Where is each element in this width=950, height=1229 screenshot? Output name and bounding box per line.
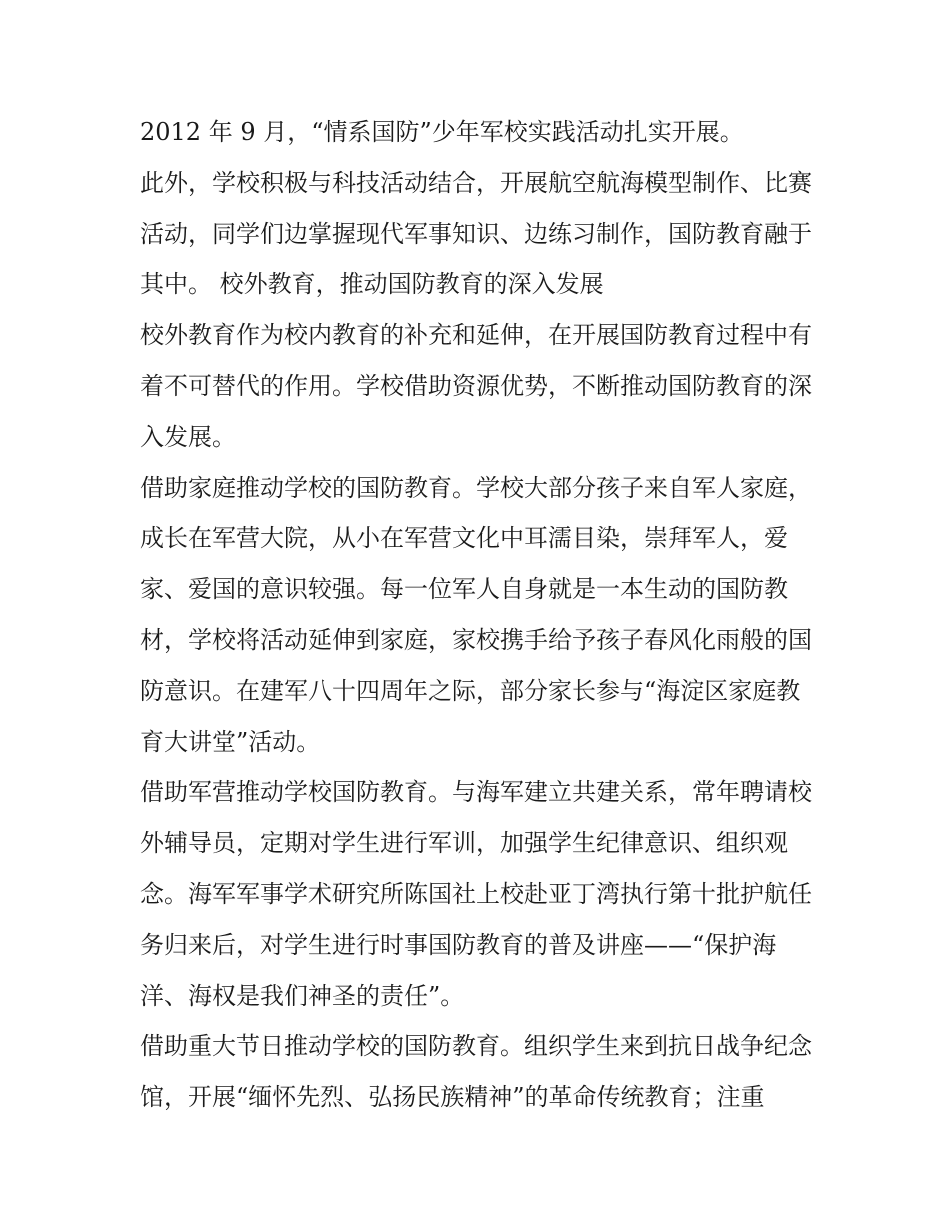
paragraph-6: 借助重大节日推动学校的国防教育。组织学生来到抗日战争纪念馆，开展“缅怀先烈、弘扬民族精神”的革命传统教育；注重	[140, 1032, 812, 1112]
document-body	[140, 107, 812, 1123]
paragraph-2: 此外，学校积极与科技活动结合，开展航空航海模型制作、比赛活动，同学们边掌握现代军事知识、边练习制作，国防教育融于其中。 校外教育，推动国防教育的深入发展	[140, 168, 812, 299]
paragraph-3: 校外教育作为校内教育的补充和延伸，在开展国防教育过程中有着不可替代的作用。学校借助资源优势，不断推动国防教育的深入发展。	[140, 321, 812, 451]
paragraph-4: 借助家庭推动学校的国防教育。学校大部分孩子来自军人家庭，成长在军营大院，从小在军营文化中耳濡目染，崇拜军人，爱家、爱国的意识较强。每一位军人自身就是一本生动的国防教材，学校将活动延伸到家庭，家校携手给予孩子春风化雨般的国防意识。在建军八十四周年之际，部分家长参与“海淀区家庭教育大讲堂”活动。	[140, 473, 812, 756]
paragraph-1: 2012 年 9 月，“情系国防”少年军校实践活动扎实开展。	[140, 118, 744, 146]
paragraph-5: 借助军营推动学校国防教育。与海军建立共建关系，常年聘请校外辅导员，定期对学生进行军训，加强学生纪律意识、组织观念。海军军事学术研究所陈国社上校赴亚丁湾执行第十批护航任务归来后，对学生进行时事国防教育的普及讲座——“保护海洋、海权是我们神圣的责任”。	[140, 778, 812, 1010]
